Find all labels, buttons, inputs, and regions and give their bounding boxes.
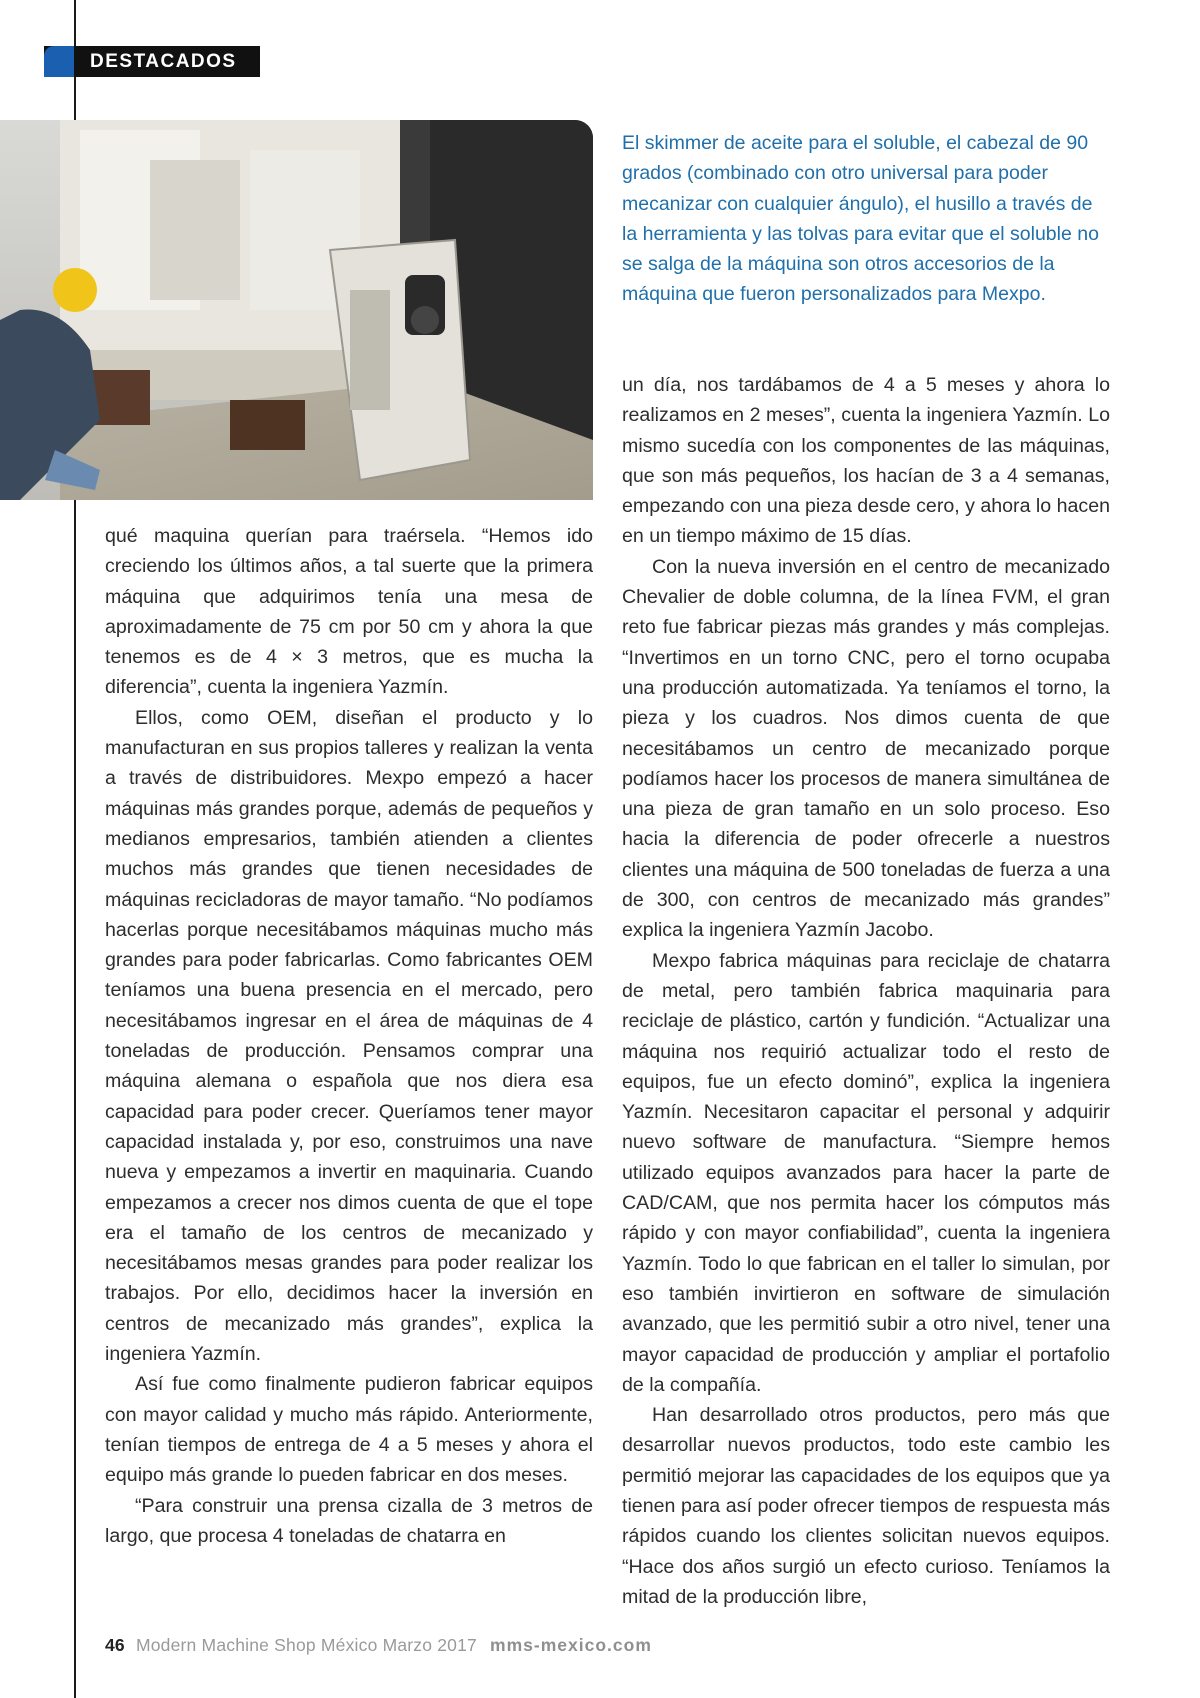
paragraph: Ellos, como OEM, diseñan el producto y lo manufacturan en sus propios talleres y realizan la venta a través de distribuidores. Mexpo empezó a hacer máquinas más grandes porque, además de pequeños y medianos empresarios, también atienden a clientes muchos más grandes que tienen necesidades de máquinas recicladoras de mayor tamaño. “No podíamos hacerlas porque necesitábamos máquinas mucho más grandes para poder fabricarlas. Como fabricantes OEM teníamos una buena presencia en el mercado, pero necesitábamos ingresar en el área de máquinas de 4 toneladas de producción. Pensamos comprar una máquina alemana o española que nos diera esa capacidad para poder crecer. Queríamos tener mayor capacidad instalada y, por eso, construimos una nave nueva y empezamos a invertir en maquinaria. Cuando empezamos a crecer nos dimos cuenta de que el tope era el tamaño de los centros de mecanizado y necesitábamos mesas grandes para poder realizar los trabajos. Por ello, decidimos hacer la inversión en centros de mecanizado más grandes”, explica la ingeniera Yazmín. (105, 706, 593, 1366)
paragraph: Han desarrollado otros productos, pero más que desarrollar nuevos productos, todo este cambio les permitió mejorar las capacidades de los equipos que ya tienen para así poder ofrecer tiempos de respuesta más rápidos cuando los clientes solicitan nuevos equipos. “Hace dos años surgió un efecto curioso. Teníamos la mitad de la producción libre, (622, 1404, 1110, 1608)
paragraph: qué maquina querían para traérsela. “Hemos ido creciendo los últimos años, a tal suerte que la primera máquina que adquirimos tenía una mesa de aproximadamente de 75 cm por 50 cm y ahora la que tenemos es de 4 × 3 metros, que es mucha la diferencia”, cuenta la ingeniera Yazmín. (105, 525, 593, 699)
publication-name: Modern Machine Shop México Marzo 2017 (135, 1635, 477, 1655)
paragraph: Mexpo fabrica máquinas para reciclaje de chatarra de metal, pero también fabrica maquinaria para reciclaje de plástico, cartón y fundición. “Actualizar una máquina nos requirió actualizar todo el resto de equipos, fue un efecto dominó”, explica la ingeniera Yazmín. Necesitaron capacitar el personal y adquirir nuevo software de manufactura. “Siempre hemos utilizado equipos avanzados para hacer la parte de CAD/CAM, que nos permita hacer los cómputos más rápido y con mayor confiabilidad”, cuenta la ingeniera Yazmín. Todo lo que fabrican en el taller lo simulan, por eso también invirtieron en software de simulación avanzado, que les permitió subir a otro nivel, tener una mayor capacidad de producción y ampliar el portafolio de la compañía. (622, 949, 1110, 1396)
paragraph: Así fue como finalmente pudieron fabricar equipos con mayor calidad y mucho más rápido. Anteriormente, tenían tiempos de entrega de 4 a 5 meses y ahora el equipo más grande lo pueden fabricar en dos meses. (105, 1373, 593, 1487)
paragraph: un día, nos tardábamos de 4 a 5 meses y ahora lo realizamos en 2 meses”, cuenta la ingeniera Yazmín. Lo mismo sucedía con los componentes de las máquinas, que son más pequeños, los hacían de 3 a 4 semanas, empezando con una pieza desde cero, y ahora lo hacen en un tiempo máximo de 15 días. (622, 374, 1111, 548)
website-link[interactable]: mms-mexico.com (490, 1635, 652, 1655)
section-label: DESTACADOS (44, 46, 260, 77)
photo-caption: El skimmer de aceite para el soluble, el cabezal de 90 grados (combinado con otro universal para poder mecanizar con cualquier ángulo), el husillo a través de la herramienta y las tolvas para evitar que el soluble no se salga de la máquina son otros accesorios de la máquina que fueron personalizados para Mexpo. (622, 132, 1099, 306)
article-column-left (105, 521, 593, 1551)
paragraph: Con la nueva inversión en el centro de mecanizado Chevalier de doble columna, de la línea FVM, el gran reto fue fabricar piezas más grandes y más complejas. “Invertimos en un torno CNC, pero el torno ocupaba una producción automatizada. Ya teníamos el torno, la pieza y los cuadros. Nos dimos cuenta de que necesitábamos un centro de mecanizado porque podíamos hacer los procesos de manera simultánea de una pieza de gran tamaño en un solo proceso. Eso hacia la diferencia de poder ofrecerle a nuestros clientes una máquina de 500 toneladas de fuerza a una de 300, con centros de mecanizado más grandes” explica la ingeniera Yazmín Jacobo. (622, 555, 1110, 942)
article-column-right (622, 370, 1110, 1612)
page-number: 46 (105, 1635, 125, 1655)
page-footer (105, 1635, 652, 1656)
machine-photo (0, 120, 593, 500)
paragraph: “Para construir una prensa cizalla de 3 metros de largo, que procesa 4 toneladas de chatarra en (105, 1494, 593, 1547)
